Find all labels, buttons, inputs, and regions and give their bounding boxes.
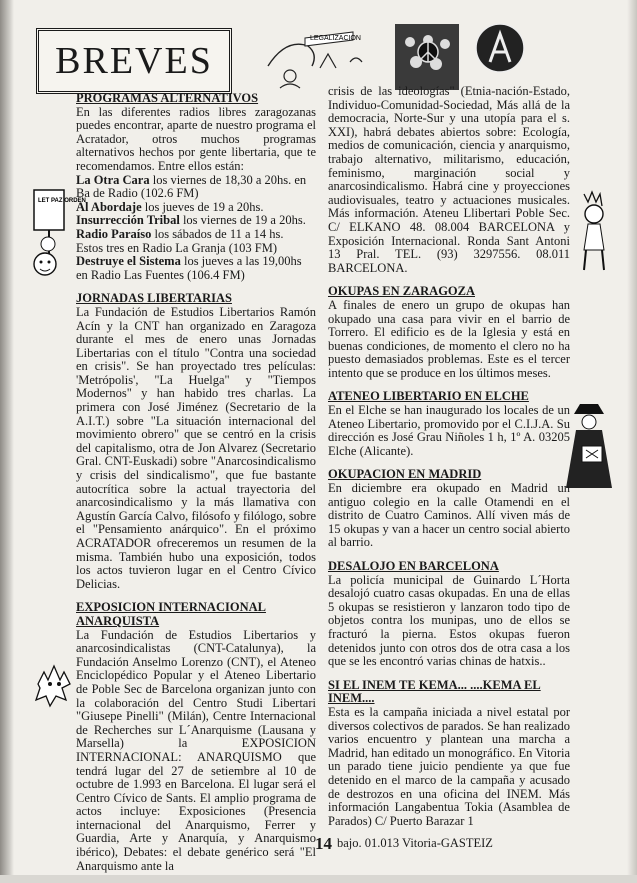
programas-note: Estos tres en Radio La Granja (103 FM) xyxy=(76,240,278,255)
section-okupas-zaragoza xyxy=(328,285,570,380)
small-face-icon xyxy=(30,248,60,280)
program-schedule: los sábados de 11 a 14 hs. xyxy=(151,226,284,241)
okupas-zaragoza-heading: OKUPAS EN ZARAGOZA xyxy=(328,284,476,299)
section-exposicion xyxy=(76,601,316,873)
program-name: Radio Paraíso xyxy=(76,226,152,241)
program-schedule: los viernes de 18,30 a 20hs. en Ba de Radio (102.6 FM) xyxy=(76,172,307,201)
sign-text: LET PAZ ORDEN xyxy=(38,198,86,204)
okupas-zaragoza-body: A finales de enero un grupo de okupas han okupado una casa para vivir en el barrio de Torrero. El edificio es de la Iglesia y está en buenas condiciones, de momento el clero no ha puesto demasiados problemas. Este es el tercer intento que se produce en los últimos meses. xyxy=(328,297,570,380)
program-item xyxy=(76,228,316,242)
masthead-title: BREVES xyxy=(55,40,213,82)
banner-text: LEGALIZACION xyxy=(310,35,361,42)
programas-intro: En las diferentes radios libres zaragozanas puedes encontrar, aparte de nuestro programa el Acratador, otros muchos programas alternativos hechos por gente libertaria, que te recomendamos. Entre ellos están: xyxy=(76,104,316,173)
section-jornadas xyxy=(76,292,316,591)
section-ateneo-elche xyxy=(328,390,570,458)
punk-character-illustration xyxy=(574,190,614,274)
ateneo-elche-heading: ATENEO LIBERTARIO EN ELCHE xyxy=(328,389,529,404)
right-column xyxy=(328,85,570,838)
section-desalojo xyxy=(328,560,570,669)
program-name: Destruye el Sistema xyxy=(76,254,181,269)
page-binding-shadow xyxy=(0,0,14,875)
spiky-character-illustration xyxy=(32,662,76,706)
program-schedule: los viernes de 19 a 20hs. xyxy=(179,213,306,228)
exposicion-body: La Fundación de Estudios Libertarios y anarcosindicalistas (CNT-Catalunya), la Fundación Anselmo Lorenzo (CNT), el Ateneo Enciclopédico Popular y el Ateneo Libertario de Poble Sec de Barcelona organizan junto con la colaboración del Centro Studi Libertari "Giusepe Pinelli" (Milán), Centre Internacional de Recherches sur L´Anarquisme (Lausana y Marsella) la EXPOSICION INTERNACIONAL: ANARQUISMO que tendrá lugar del 27 de setiembre al 10 de octubre de 1.993 en Barcelona. El lugar será el Centro Cívico de Sants. El amplio programa de actos incluye: Exposiciones (Presencia internacional del Anarquismo, Ferrer y Guardia, Arte y Anarquía, y Anarquismo ibérico), Debates: el debate genérico será "El Anarquismo ante la xyxy=(76,627,316,873)
left-column xyxy=(76,92,316,883)
program-name: La Otra Cara xyxy=(76,172,150,187)
program-item xyxy=(76,214,316,228)
program-schedule: los jueves a las 19,00hs en Radio Las Fuentes (106.4 FM) xyxy=(76,254,302,282)
desalojo-body: La policía municipal de Guinardo L´Horta desalojó cuatro casas okupadas. En una de ellas 5 okupas se resistieron y lanzaron todo tipo de objetos contra los munipas, uno de ellos se fracturó la pierna. Estos okupas fueron detenidos junto con otros dos de otra casa a los que se les encontró varias chinas de hatxis.. xyxy=(328,572,570,669)
programas-heading: PROGRAMAS ALTERNATIVOS xyxy=(76,91,259,105)
jornadas-body: La Fundación de Estudios Libertarios Ramón Acín y la CNT han organizado en Zaragoza durante el mes de enero unas Jornadas Libertarias con el título "Contra una sociedad en crisis". Se han proyectado tres películas: 'Metrópolis', "La Huelga" y "Tiempos Modernos" y han habido tres charlas. La primera con José Jiménez (Secretario de la A.I.T.) sobre "La situación internacional del movimiento obrero" que se centró en la crisis del capitalismo, otra de Jon Alvarez (Secretario Gral. CNT-Euskadi) sobre "Anarcosindicalismo y crisis del sindicalismo", que fue bastante autocrítica sobre la actual trayectoria del anarcosindicalismo y la más llamativa con Agustín García Calvo, filósofo y filólogo, sobre el "Pensamiento anárquico". En el próximo ACRATADOR ofreceremos un resumen de la misma. También hubo una exposición, todos los actos tuvieron lugar en el Centro Cívico Delicias. xyxy=(76,304,316,591)
section-inem xyxy=(328,679,570,829)
exposicion-continued-body: crisis de las ideologías" (Etnia-nación-Estado, Individuo-Comunidad-Sociedad, Más allá de la democracia, Norte-Sur y una utopía para el s. XXI), habrá debates abiertos sobre: Ecología, medios de comunicación, ciencia y anarquismo, trabajo alternativo, militarismo, educación, feminismo, marginación social y anarcosindicalismo. Habrá cine y proyecciones audiovisuales, teatro y actuaciones musicales. Más información. Ateneu Llibertari Poble Sec. C/ ELKANO 48. 08.004 BARCELONA y Exposición Internacional. Ronda Sant Antoni 13 Pral. TEL. (93) 3297556. 08.011 BARCELONA. xyxy=(328,84,570,275)
ateneo-elche-body: En el Elche se han inaugurado los locales de un Ateneo Libertario, promovido por el C.I.J.A. Su dirección es José Grau Niñoles 1 h, 1º A. 03205 Elche (Alicante). xyxy=(328,403,570,458)
page-edge-shadow xyxy=(627,0,637,875)
okupacion-madrid-body: En diciembre era okupado en Madrid un antiguo colegio en la calle Otamendi en el distrito de Cuatro Caminos. Allí viven más de 15 okupas y van a hacer un centro social abierto al barrio. xyxy=(328,481,570,550)
program-name: Al Abordaje xyxy=(76,199,142,214)
footer-address: bajo. 01.013 Vitoria-GASTEIZ xyxy=(337,836,493,850)
page-number: 14 xyxy=(315,834,332,853)
okupacion-madrid-heading: OKUPACION EN MADRID xyxy=(328,467,482,482)
inem-body: Esta es la campaña iniciada a nivel estatal por diversos colectivos de parados. Se han realizado varios encuentro y plantean una marcha a Madrid, han editado un monográfico. En Vitoria un parado tiene juicio pendiente ya que fue detenido en el marco de la campaña y acusado de destrozos en una oficina del INEM. Más información Langabentua Tokia (Asamblea de Parados) C/ Puerto Barazar 1 xyxy=(328,704,570,828)
section-programas xyxy=(76,92,316,282)
program-item xyxy=(76,174,316,201)
program-item xyxy=(76,255,316,282)
section-okupacion-madrid xyxy=(328,468,570,550)
program-name: Insurrección Tribal xyxy=(76,213,180,228)
section-exposicion-continued xyxy=(328,85,570,275)
program-item xyxy=(76,201,316,215)
program-schedule: los jueves de 19 a 20hs. xyxy=(141,199,264,214)
inem-heading: SI EL INEM TE KEMA... ....KEMA EL INEM.... xyxy=(328,677,541,706)
desalojo-heading: DESALOJO EN BARCELONA xyxy=(328,559,499,573)
jornadas-heading: JORNADAS LIBERTARIAS xyxy=(76,291,232,306)
exposicion-heading: EXPOSICION INTERNACIONAL ANARQUISTA xyxy=(76,600,266,628)
masthead-box xyxy=(36,28,232,94)
